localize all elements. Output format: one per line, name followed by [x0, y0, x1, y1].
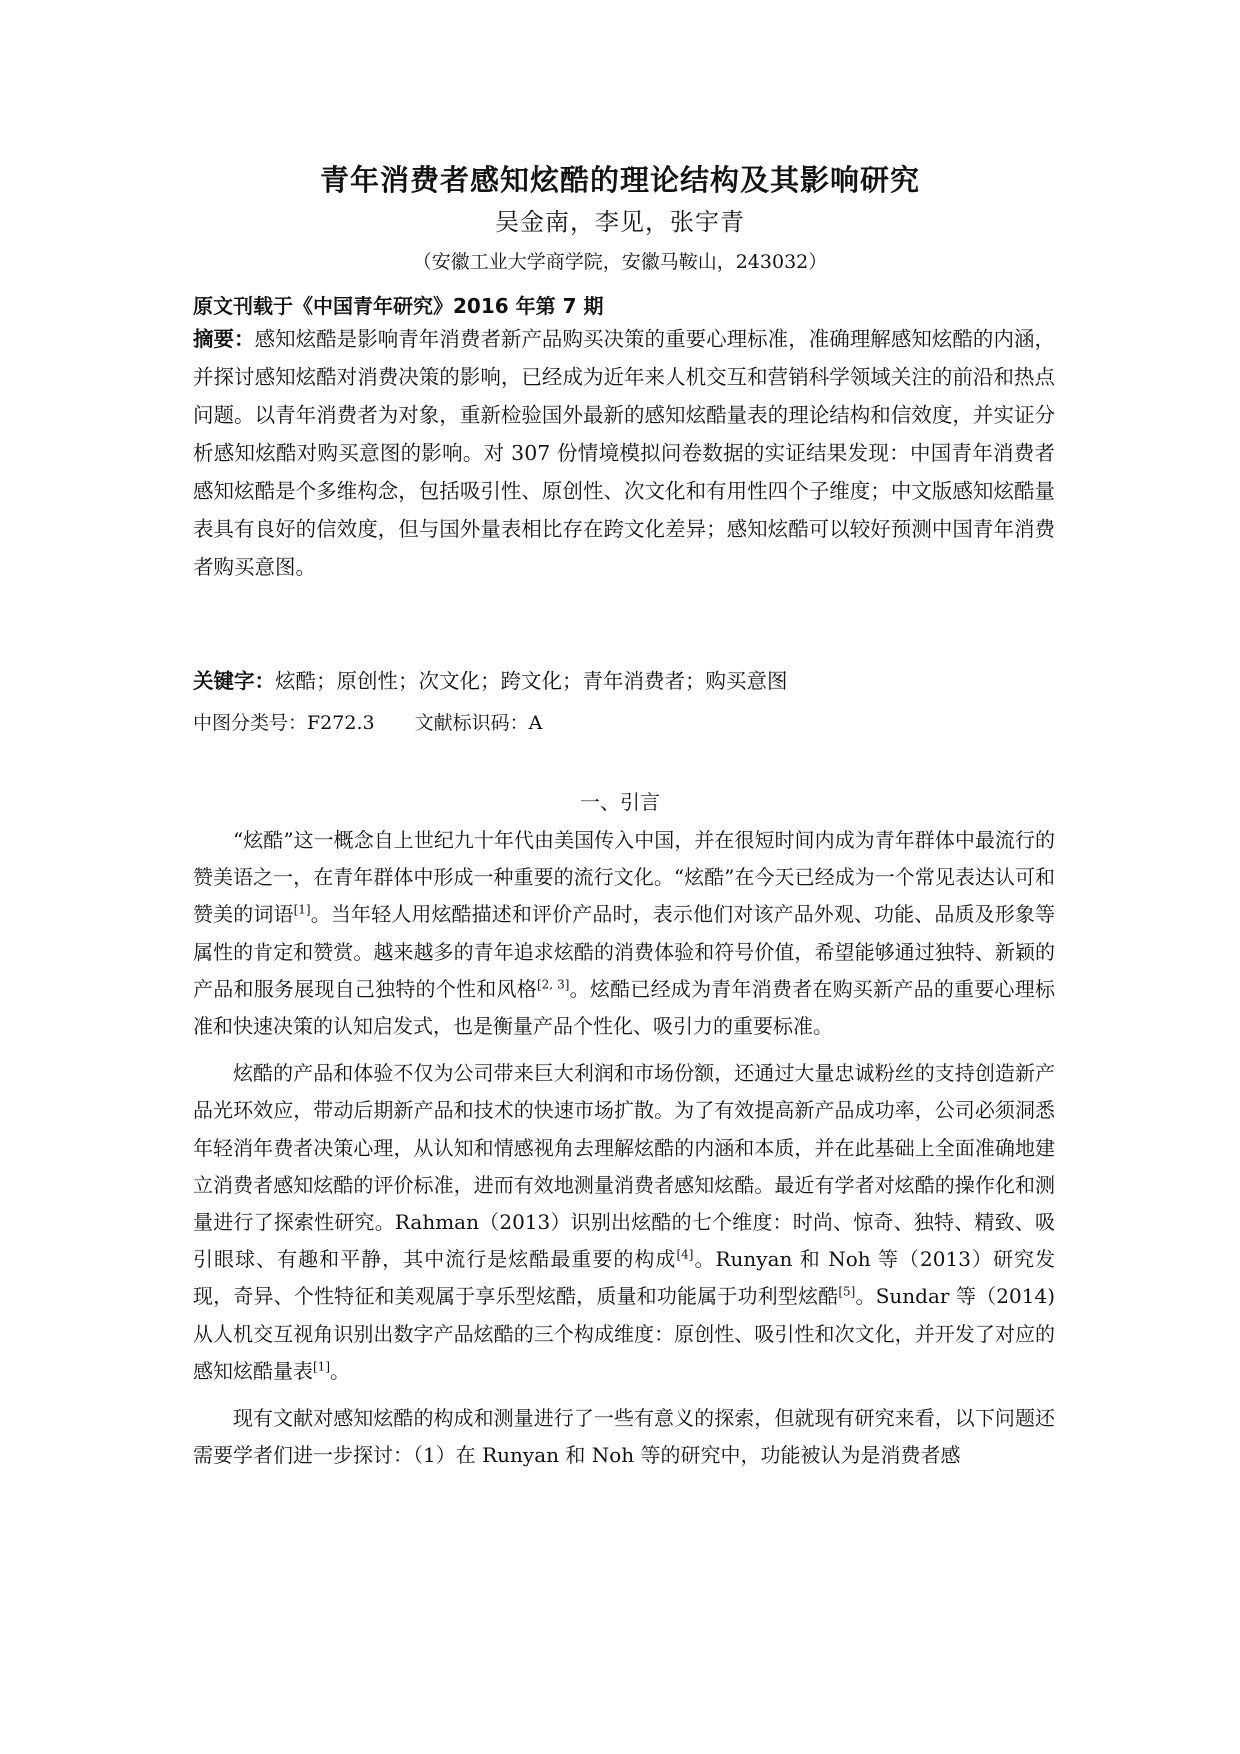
section-body	[193, 822, 1055, 1484]
paragraph-text: 。炫酷已经成为青年消费者在购买新产品的重要心理标准和快速决策的认知启发式，也是衡量产品个性化、吸引力的重要标准。	[193, 976, 1056, 1039]
section-heading: 一、引言	[580, 790, 660, 814]
citation: [4]	[676, 1247, 694, 1262]
paragraph-text: 。Runyan 和 Noh 等（2013）研究发现，奇异、个性特征和美观属于享乐型炫酷，质量和功能属于功利型炫酷	[193, 1247, 1055, 1309]
document-code: 文献标识码：A	[414, 712, 543, 734]
paragraph-text: “炫酷”这一概念自上世纪九十年代由美国传入中国，并在很短时间内成为青年群体中最流行的赞美语之一，在青年群体中形成一种重要的流行文化。“炫酷”在今天已经成为一个常见表达认可和赞美的词语	[193, 828, 1055, 927]
author-list: 吴金南，李见，张宇青	[495, 208, 745, 236]
paragraph-text: 。当年轻人用炫酷描述和评价产品时，表示他们对该产品外观、功能、品质及形象等属性的肯定和赞赏。越来越多的青年追求炫酷的消费体验和符号价值，希望能够通过独特、新颖的产品和服务展现自己独特的个性和风格	[193, 902, 1056, 1001]
keywords	[193, 662, 1055, 700]
citation: [1]	[293, 902, 311, 917]
citation: [2, 3]	[536, 977, 570, 992]
paragraph-text: 现有文献对感知炫酷的构成和测量进行了一些有意义的探索，但就现有研究来看，以下问题还需要学者们进一步探讨：（1）在 Runyan 和 Noh 等的研究中，功能被认为是消费者感	[193, 1406, 1055, 1468]
clc-number: 中图分类号：F272.3	[193, 712, 375, 734]
citation: [5]	[838, 1284, 856, 1299]
paragraph	[193, 1400, 1055, 1474]
classification-line	[193, 707, 1055, 739]
keywords-label: 关键字：	[193, 669, 275, 693]
abstract	[193, 320, 1055, 586]
paragraph-text: 。	[330, 1358, 350, 1383]
paragraph	[193, 822, 1055, 1045]
citation: [1]	[313, 1359, 330, 1374]
source-note: 原文刊载于《中国青年研究》2016 年第 7 期	[193, 294, 604, 318]
paragraph	[193, 1055, 1055, 1390]
paper-title: 青年消费者感知炫酷的理论结构及其影响研究	[319, 163, 920, 197]
paragraph-text: 。Sundar 等（2014)从人机交互视角识别出数字产品炫酷的三个构成维度：原创性、吸引性和次文化，并开发了对应的感知炫酷量表	[193, 1284, 1056, 1383]
paragraph-text: 炫酷的产品和体验不仅为公司带来巨大利润和市场份额，还通过大量忠诚粉丝的支持创造新产品光环效应，带动后期新产品和技术的快速市场扩散。为了有效提高新产品成功率，公司必须洞悉年轻消年费者决策心理，从认知和情感视角去理解炫酷的内涵和本质，并在此基础上全面准确地建立消费者感知炫酷的评价标准，进而有效地测量消费者感知炫酷。最近有学者对炫酷的操作化和测量进行了探索性研究。Rahman（2013）识别出炫酷的七个维度：时尚、惊奇、独特、精致、吸引眼球、有趣和平静，其中流行是炫酷最重要的构成	[193, 1061, 1055, 1272]
affiliation: （安徽工业大学商学院，安徽马鞍山，243032）	[412, 251, 828, 273]
abstract-text: 感知炫酷是影响青年消费者新产品购买决策的重要心理标准，准确理解感知炫酷的内涵，并探讨感知炫酷对消费决策的影响，已经成为近年来人机交互和营销科学领域关注的前沿和热点问题。以青年消费者为对象，重新检验国外最新的感知炫酷量表的理论结构和信效度，并实证分析感知炫酷对购买意图的影响。对 307 份情境模拟问卷数据的实证结果发现：中国青年消费者感知炫酷是个多维构念，包括吸引性、原创性、次文化和有用性四个子维度；中文版感知炫酷量表具有良好的信效度，但与国外量表相比存在跨文化差异；感知炫酷可以较好预测中国青年消费者购买意图。	[193, 327, 1056, 579]
keywords-text: 炫酷；原创性；次文化；跨文化；青年消费者；购买意图	[275, 669, 788, 693]
abstract-label: 摘要：	[193, 327, 255, 351]
